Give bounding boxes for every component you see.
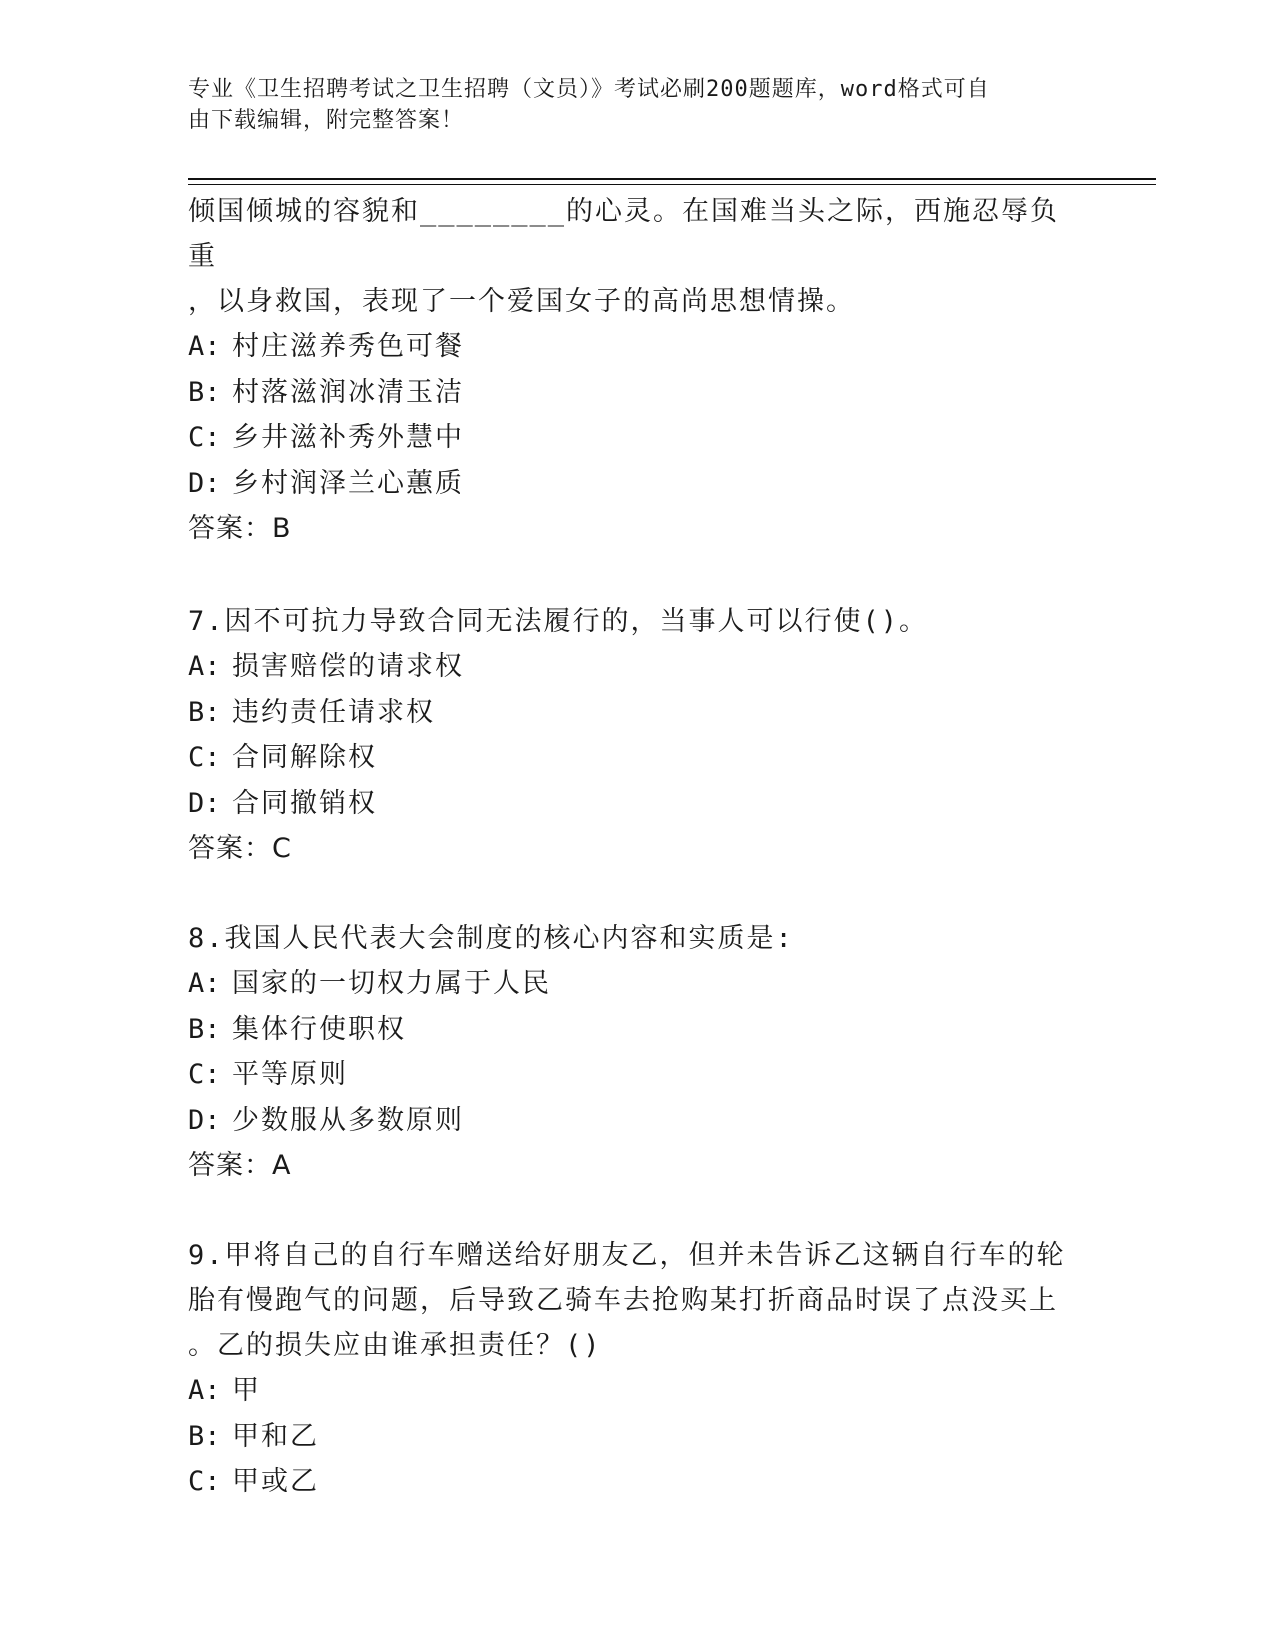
option-letter: B: [188,376,221,408]
question-9 [188,1233,1088,1505]
option-c [188,1052,1088,1098]
option-text: 平等原则 [232,1059,348,1090]
option-c [188,1459,1088,1505]
option-text: 集体行使职权 [232,1013,406,1045]
option-b [188,370,1088,416]
option-letter: A: [188,968,221,999]
option-letter: B: [188,1013,221,1045]
answer-line: 答案：B [188,513,292,544]
header-title-line-1: 专业《卫生招聘考试之卫生招聘（文员）》考试必刷200题题库，word格式可自 [188,77,990,102]
option-letter: B: [188,1420,221,1452]
question-6 [188,189,1088,551]
header-divider-thick [188,178,1156,180]
option-text: 合同撤销权 [232,787,377,819]
option-b [188,690,1088,736]
option-letter: C: [188,1466,221,1497]
option-b [188,1007,1088,1053]
option-d [188,1098,1088,1144]
option-letter: D: [188,1104,221,1136]
option-c [188,415,1088,461]
option-letter: B: [188,696,221,728]
question-7 [188,599,1088,871]
question-8 [188,916,1088,1188]
option-letter: D: [188,787,221,819]
question-list [188,189,1088,1550]
option-a [188,1368,1088,1414]
option-a [188,324,1088,370]
option-text: 国家的一切权力属于人民 [232,968,551,999]
option-text: 乡井滋补秀外慧中 [232,422,464,453]
question-text-line: 7.因不可抗力导致合同无法履行的，当事人可以行使()。 [188,606,929,637]
question-text-line: 。乙的损失应由谁承担责任？() [188,1330,602,1361]
option-text: 违约责任请求权 [232,696,435,728]
option-letter: A: [188,651,221,682]
question-text-line: ，以身救国，表现了一个爱国女子的高尚思想情操。 [188,286,855,317]
question-text-line: 8.我国人民代表大会制度的核心内容和实质是: [188,923,794,954]
option-text: 少数服从多数原则 [232,1104,464,1136]
option-b [188,1414,1088,1460]
option-letter: A: [188,331,221,362]
option-text: 合同解除权 [232,742,377,773]
header-divider-thin [188,184,1156,185]
option-letter: C: [188,1059,221,1090]
option-text: 甲和乙 [232,1420,319,1452]
option-c [188,735,1088,781]
header-title-line-2: 由下载编辑，附完整答案！ [188,108,465,133]
option-letter: C: [188,742,221,773]
option-a [188,961,1088,1007]
option-letter: A: [188,1375,221,1406]
question-text-line: 胎有慢跑气的问题，后导致乙骑车去抢购某打折商品时误了点没买上 [188,1285,1058,1316]
question-text-line: 倾国倾城的容貌和________的心灵。在国难当头之际，西施忍辱负重 [188,196,1060,272]
answer-line: 答案：C [188,833,292,864]
option-letter: D: [188,467,221,499]
option-text: 甲 [232,1375,261,1406]
option-letter: C: [188,422,221,453]
option-text: 乡村润泽兰心蕙质 [232,467,464,499]
option-text: 甲或乙 [232,1466,319,1497]
answer-line: 答案：A [188,1150,292,1181]
option-text: 损害赔偿的请求权 [232,651,464,682]
option-d [188,461,1088,507]
question-text-line: 9.甲将自己的自行车赠送给好朋友乙，但并未告诉乙这辆自行车的轮 [188,1240,1066,1271]
option-d [188,781,1088,827]
document-header [188,74,1068,136]
option-a [188,644,1088,690]
option-text: 村落滋润冰清玉洁 [232,376,464,408]
option-text: 村庄滋养秀色可餐 [232,331,464,362]
